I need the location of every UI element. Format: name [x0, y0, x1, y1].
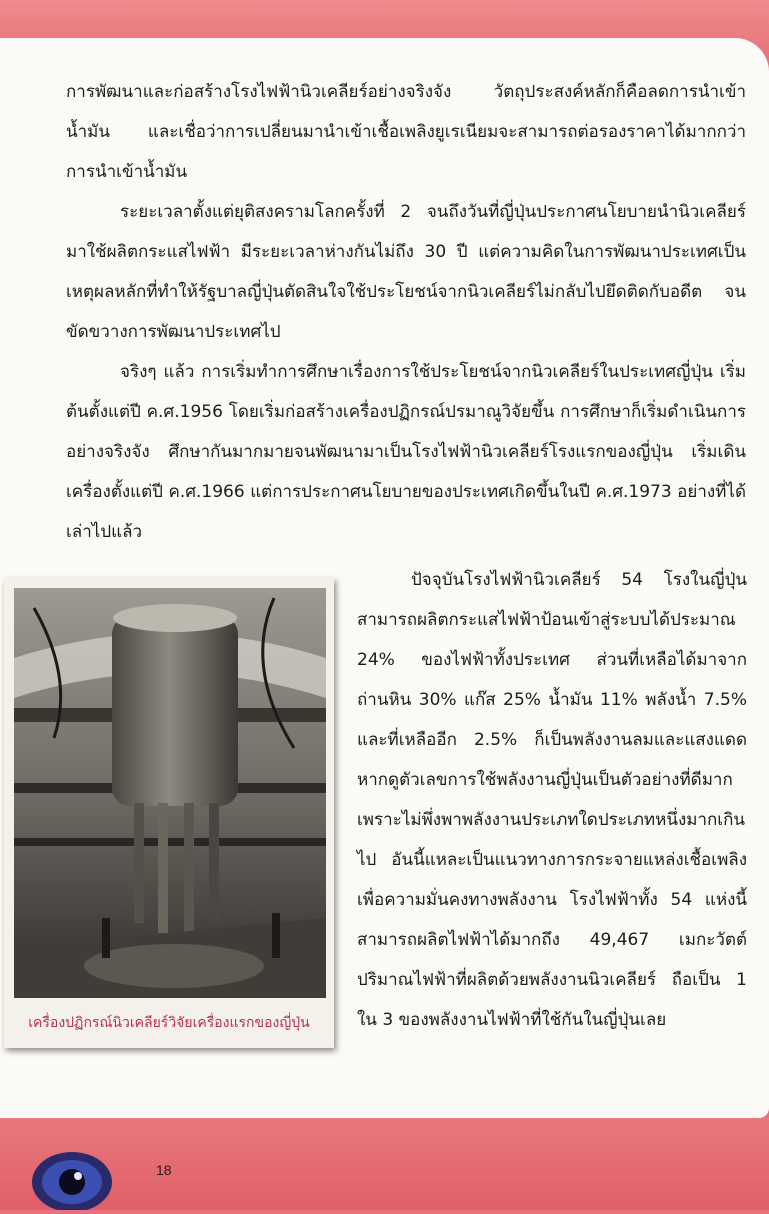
- body-text-right: [357, 560, 747, 1040]
- paragraph-3: จริงๆ แล้ว การเริ่มทำการศึกษาเรื่องการใช้ประโยชน์จากนิวเคลียร์ในประเทศญี่ปุ่น เริ่มต้นตั้งแต่ปี ค.ศ.1956 โดยเริ่มก่อสร้างเครื่องปฏิกรณ์ปรมาณูวิจัยขึ้น การศึกษาก็เริ่มดำเนินการอย่างจริงจัง ศึกษากันมากมายจนพัฒนามาเป็นโรงไฟฟ้านิวเคลียร์โรงแรกของญี่ปุ่น เริ่มเดินเครื่องตั้งแต่ปี ค.ศ.1966 แต่การประกาศนโยบายของประเทศเกิดขึ้นในปี ค.ศ.1973 อย่างที่ได้เล่าไปแล้ว: [66, 362, 746, 542]
- paragraph-1: การพัฒนาและก่อสร้างโรงไฟฟ้านิวเคลียร์อย่างจริงจัง วัตถุประสงค์หลักก็คือลดการนำเข้าน้ำมัน และเชื่อว่าการเปลี่ยนมานำเข้าเชื้อเพลิงยูเรเนียมจะสามารถต่อรองราคาได้มากกว่าการนำเข้าน้ำมัน: [66, 82, 746, 182]
- paragraph-4: ปัจจุบันโรงไฟฟ้านิวเคลียร์ 54 โรงในญี่ปุ่นสามารถผลิตกระแสไฟฟ้าป้อนเข้าสู่ระบบได้ประมาณ 24% ของไฟฟ้าทั้งประเทศ ส่วนที่เหลือได้มาจากถ่านหิน 30% แก๊ส 25% น้ำมัน 11% พลังน้ำ 7.5% และที่เหลืออีก 2.5% ก็เป็นพลังงานลมและแสงแดด หากดูตัวเลขการใช้พลังงานญี่ปุ่นเป็นตัวอย่างที่ดีมาก เพราะไม่พึ่งพาพลังงานประเภทใดประเภทหนึ่งมากเกินไป อันนี้แหละเป็นแนวทางการกระจายแหล่งเชื้อเพลิงเพื่อความมั่นคงทางพลังงาน โรงไฟฟ้าทั้ง 54 แห่งนี้สามารถผลิตไฟฟ้าได้มากถึง 49,467 เมกะวัตต์ ปริมาณไฟฟ้าที่ผลิตด้วยพลังงานนิวเคลียร์ ถือเป็น 1 ใน 3 ของพลังงานไฟฟ้าที่ใช้กันในญี่ปุ่นเลย: [357, 570, 747, 1030]
- reactor-photo: [14, 588, 326, 998]
- eye-logo-icon: [30, 1130, 120, 1210]
- reactor-photo-frame: [4, 578, 334, 1048]
- page-number: 18: [156, 1162, 172, 1178]
- paragraph-2: ระยะเวลาตั้งแต่ยุติสงครามโลกครั้งที่ 2 จนถึงวันที่ญี่ปุ่นประกาศนโยบายนำนิวเคลียร์มาใช้ผลิตกระแสไฟฟ้า มีระยะเวลาห่างกันไม่ถึง 30 ปี แต่ความคิดในการพัฒนาประเทศเป็นเหตุผลหลักที่ทำให้รัฐบาลญี่ปุ่นตัดสินใจใช้ประโยชน์จากนิวเคลียร์ไม่กลับไปยึดติดกับอดีต จนขัดขวางการพัฒนาประเทศไป: [66, 202, 746, 342]
- photo-caption: เครื่องปฏิกรณ์นิวเคลียร์วิจัยเครื่องแรกของญี่ปุ่น: [28, 1015, 310, 1031]
- body-text-top: [66, 72, 746, 552]
